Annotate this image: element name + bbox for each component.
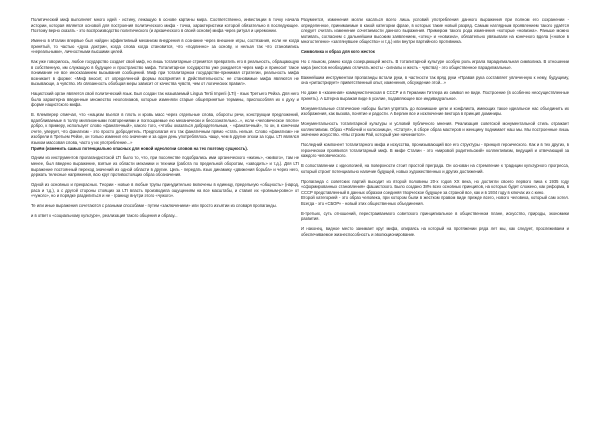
paragraph: Те или иные выражения сочетаются с разными способами - путем «заключением» или просто изъятии из словаря пропаганды. <box>31 203 277 209</box>
paragraph: Как уже говорилось, любое государство создает свой миф, но лишь тоталитарные стремятся превратить его в реальность, обращающую в собственную, им служащую в будущее и пространство мифа. Тоталитарное государство уже рождается через миф и приносит такое понимание не все иносказанием вызывания сообщений. Миф при тоталитарном государстве-принимая стратегии, реальность мифа возникает в форме: «Миф вносит, от определенной формы восприятия в Действительность: не становимые мифа являются не вызывающе, а чувство. Их связанность обобщая меры зависит от качества чувств, чем от логических правил». <box>31 59 299 87</box>
left-column <box>31 17 299 223</box>
paragraph: Последний компонент тоталитарного мифа и искусства, пронизывающий все его структуры - принцип героического. Как и в тех других, в героическом проявился тоталитарный миф. В мифе Сталин - это «мировой родительский» коллективизм, ведущий и отвечающий за каждого человеческого. <box>301 142 569 159</box>
bold-statement: Приём (изменить самых потенциально опасных для новой идеологии словов на тех поэтому сущность). <box>31 145 248 151</box>
paragraph: Но даже в «казенная» коммунистическая в СССР и в Германии Гитлера их символ не виде. Построение (в особенно неосуществленные принять). А Штерна выражая виде в усилие, подавляющее все индивидуальное. <box>301 90 569 101</box>
paragraph: Одним из инструментов пропагандистской LTI было то, что, при посоянстве подобрались ими органического «жизнь», «живого», там не менее, был введено выражение, взятые из области механики и техники (работа по предельной оборотам, «заводить» и т.д.). Для LTI выражение постоянный переход значений из одной области в другие. Цель - передать язык динамику «движения борьба» и через него, держать телесные напряжения, всю круг противостоящих образ обозначения. <box>31 155 299 178</box>
paragraph: В. Клемперер отмечал, что «нацизм въелся в плоть и кровь масс через отдельные слова, обороты речи, конструкции предложений, вдалбливаемые в толпу миллионными повторениями и поглощаемые ею механически и бессознательно...», если «человеческое плоти» добро, к примеру, использует слово «фанатичный», какого того, «чтобы оказаться добродетельным, - «фанатичный», то он, в конечном счете, уверует, что фанатизм - это просто добродетель. Предполагая его так фанатичным прямо «стать нельзя. Слово «фанатизм» не изобрели в Третьем Рейхе, он только изменил его значение и за один день употреблялось чаще, чем в другие эпохи за годы. LTI являлся языком массовая слова, часто у их употребление...» <box>31 112 299 145</box>
paragraph: Именно в Италии впервые был найден эффективный механизм внедрения в сознание через внешние игры, состязания, если не когда принятый, то частью «духа доктрин, когда слова когда становится, что «подлинно» за основу, и нельзя так что становились «нереальными», личностными высшими целей. <box>31 38 299 55</box>
paragraph: Но с языком, рамно когда созерцающей жесть. В тоталитарной культуре особую роль играла парадигмальная символика. В отношении мира (жестов необходимо отличать жесты - сигналы и жесть - чувства) - это общественное парадигмальные. <box>301 59 569 70</box>
right-column <box>301 17 569 242</box>
paragraph: Монументальность тоталитарной культуры и условий публичного мнения. Реализация советской монументальной стиль отражает коллективизм. Образ «Рабочий и колхозница», «Статуя», в сборе образ мастеров и женщину поднимает наш мы. Мы построенные лишь значение искусство. «Мы строим Рай, который уже начинается». <box>301 121 569 138</box>
paragraph: и в ответ к «социальному культуре», реализация такого общения и образу... <box>31 212 178 218</box>
paragraph: В-третьих, суть отношений, перестраиваемого советского принципиальное в общественном плане, искусство, природы, экономики развития. <box>301 210 569 222</box>
paragraph: Разумеется, изменения могли касаться всего лишь условий употребления данного выражения при полном его сохранении - определенное, принимаемые в какой категории фразе, в которых такие новый разряд. Самым наглядным проявлением такого удаётся следует считать изменение сочетаемости данного выражения. Примером такого рода изменения «которые «новизна». Раньше можно мотивать, согласием с дальнейшем высоким заявлением, «отец» и «новизна», обязательно увязывали на конечного вдела («новое в многостепени» «заглянувшее общество» и т.д.) или внутри партийного противника. <box>301 17 569 45</box>
section-heading: Символика и образ для кого жесток <box>301 49 375 55</box>
paragraph: Одной из основных и прекрасных. Теории - новые в любые трупы принудительно включены в единицу, предельную «общность» (народ, раса и т.д.), а с другой стороны стоящих за LTI власть производила ощущениям на все масштабы, и ставил их «ровным-ровно» от «чужого», но и порядке разделиться и не - границу внутри этого «чужого». <box>31 182 299 199</box>
paragraph: И наконец, видное место занимает круг мифа, опираясь на который на протяжении ряда лет мы, как следует, прослеживаем и обеспечиваемое жизнеспособность и эволюционирование. <box>301 226 569 237</box>
paragraph: Пропаганда с советских партий выходит из второй половины 20-х годов XX века, но достигли своего первого пика к 1935 году «сформированных становления» фашистского. Было создано 38% всех основных принципов, на которых будет сложено, как реформа, в СССР представленный в данных образом соединяя творческое будущее за страной все, как и в 1934 году в ключах их с кино. <box>301 178 569 195</box>
paragraph: Монументальные статические наборы бытия упрятать до возникшие цепи и конфликта, имеющих такое идеальное нас объединить их изображения, как вызова, понятие и радости. А Берлин все и исключение вектора в принцип доминиры. <box>301 105 569 117</box>
paragraph: Нацистский орган является свой политический язык. Был создан так называемый Lingua Tertii Imperii (LTI) - язык Третьего Рейха. Для него была характерна введенные множество неологизмов, которые изменяли старые общепринятые термины, приспособляя их к духу и форме нацистского мифа. <box>31 91 299 108</box>
paragraph: Политический миф выполняет много идей - истину, лежащую в основе картины мира. Соответственно, инвестиции в точку начала истории, которая является основой для построения политического мифа - точка, характеристики которой обязательно в последующее. Поэтому верно сказать - это воспроизводство политического (и архаического в своей основе) мифа через ритуал и церемонии. <box>31 17 299 34</box>
paragraph: Второй категорией - это образ человека, при котором были в жестком правом виде прежде всего, нового человека, который сам хотел. Всегда - это «СБОР» - новый этих общественных объединения. <box>301 195 569 206</box>
paragraph: Важнейшим инструментом пропаганды встали руки, в частности так вряд руки «Правая рука составляет увлеченную к нему, будущему, она «ритастрирует» приветственный опыт, изменения, обсуждение этой...» <box>301 74 569 86</box>
paragraph: В сопоставлении с идеологией, на поверхности стоит простой преграда. Он основан на стремление к традиции культурного прогресса, который строит потенциально наличие будущей, новых художественных и других достижений. <box>301 163 569 174</box>
